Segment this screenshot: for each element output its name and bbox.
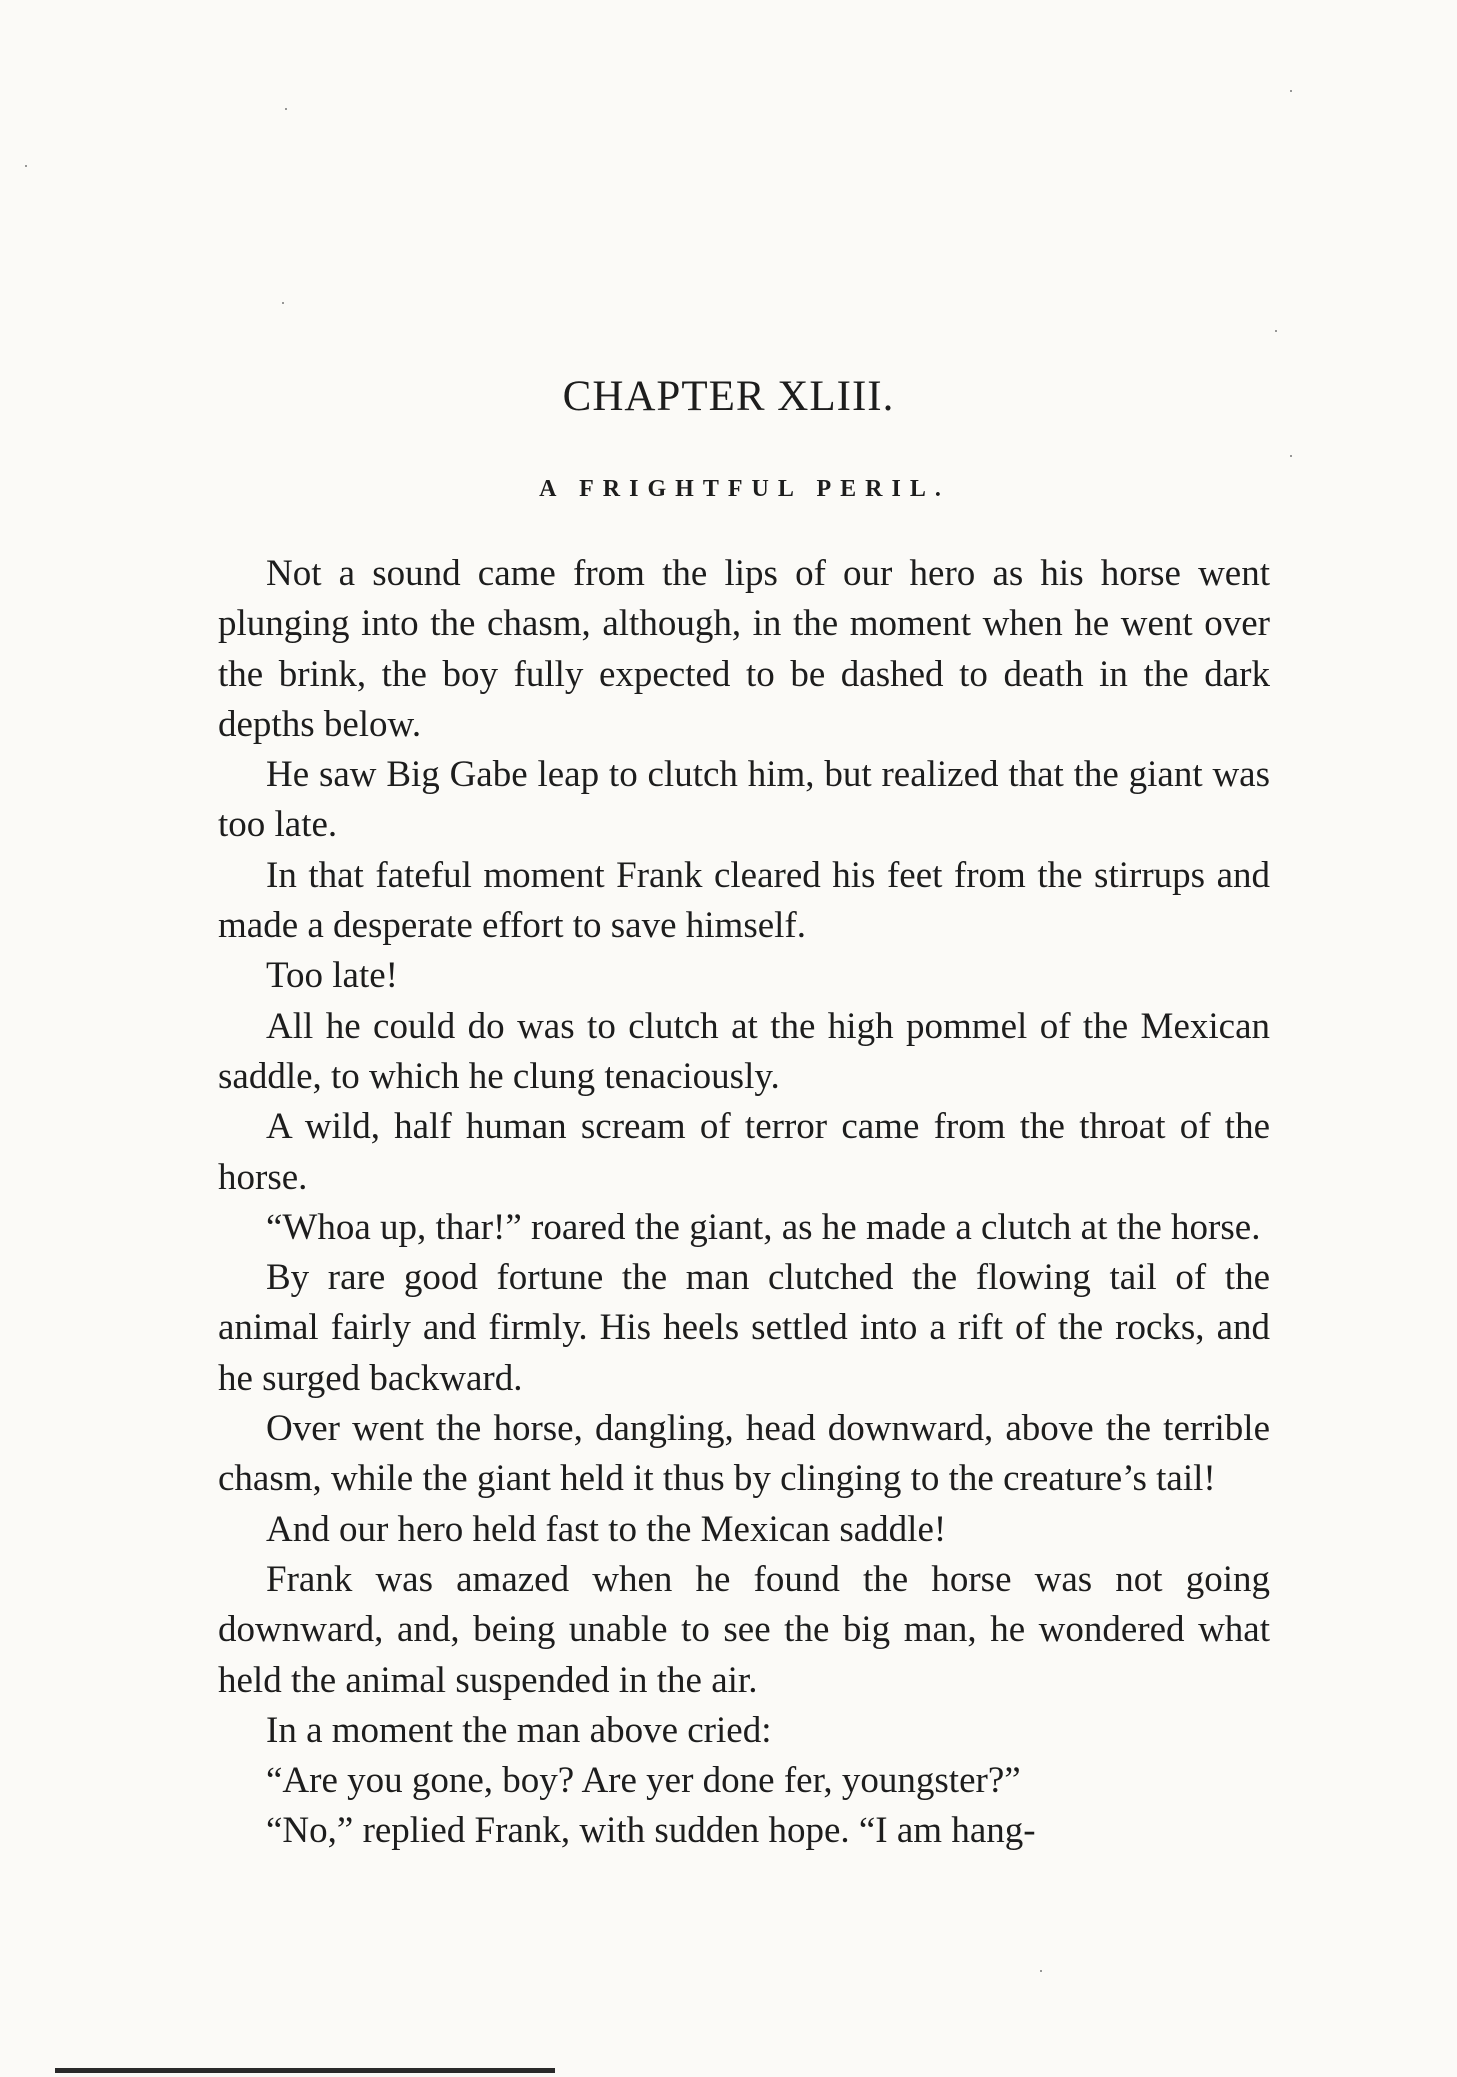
chapter-title: CHAPTER XLIII. [562, 373, 895, 420]
paragraph: “Whoa up, thar!” roared the giant, as he made a clutch at the horse. [266, 1206, 1261, 1248]
footer-rule [55, 2068, 555, 2073]
chapter-body [218, 549, 1270, 1857]
page-speck [285, 108, 287, 110]
paragraph: A wild, half human scream of terror came from the throat of the horse. [218, 1106, 1270, 1198]
paragraph: All he could do was to clutch at the high pommel of the Mexican saddle, to which he clung tenaciously. [218, 1005, 1270, 1097]
chapter-subtitle: A FRIGHTFUL PERIL. [539, 476, 950, 502]
paragraph: Too late! [266, 955, 398, 997]
paragraph: Frank was amazed when he found the horse was not going downward, and, being unable to see the big man, he wondered what held the animal suspended in the air. [218, 1558, 1270, 1701]
paragraph: “Are you gone, boy? Are yer done fer, youngster?” [266, 1760, 1021, 1802]
paragraph: Not a sound came from the lips of our hero as his horse went plunging into the chasm, although, in the moment when he went over the brink, the boy fully expected to be dashed to death in the dark depths below. [218, 553, 1270, 745]
page-speck [1290, 455, 1292, 457]
page-speck [1275, 330, 1277, 332]
paragraph: He saw Big Gabe leap to clutch him, but realized that the giant was too late. [218, 754, 1270, 846]
paragraph: Over went the horse, dangling, head downward, above the terrible chasm, while the giant held it thus by clinging to the creature’s tail! [218, 1408, 1270, 1500]
paragraph: By rare good fortune the man clutched the flowing tail of the animal fairly and firmly. His heels settled into a rift of the rocks, and he surged backward. [218, 1257, 1270, 1399]
paragraph: And our hero held fast to the Mexican saddle! [266, 1508, 947, 1550]
paragraph: In a moment the man above cried: [266, 1709, 772, 1751]
page-speck [25, 165, 27, 167]
page-speck [1040, 1970, 1042, 1972]
page-speck [282, 302, 284, 304]
paragraph: In that fateful moment Frank cleared his feet from the stirrups and made a desperate effort to save himself. [218, 854, 1270, 947]
page-speck [1290, 90, 1292, 92]
paragraph: “No,” replied Frank, with sudden hope. “I am hang- [266, 1810, 1036, 1852]
